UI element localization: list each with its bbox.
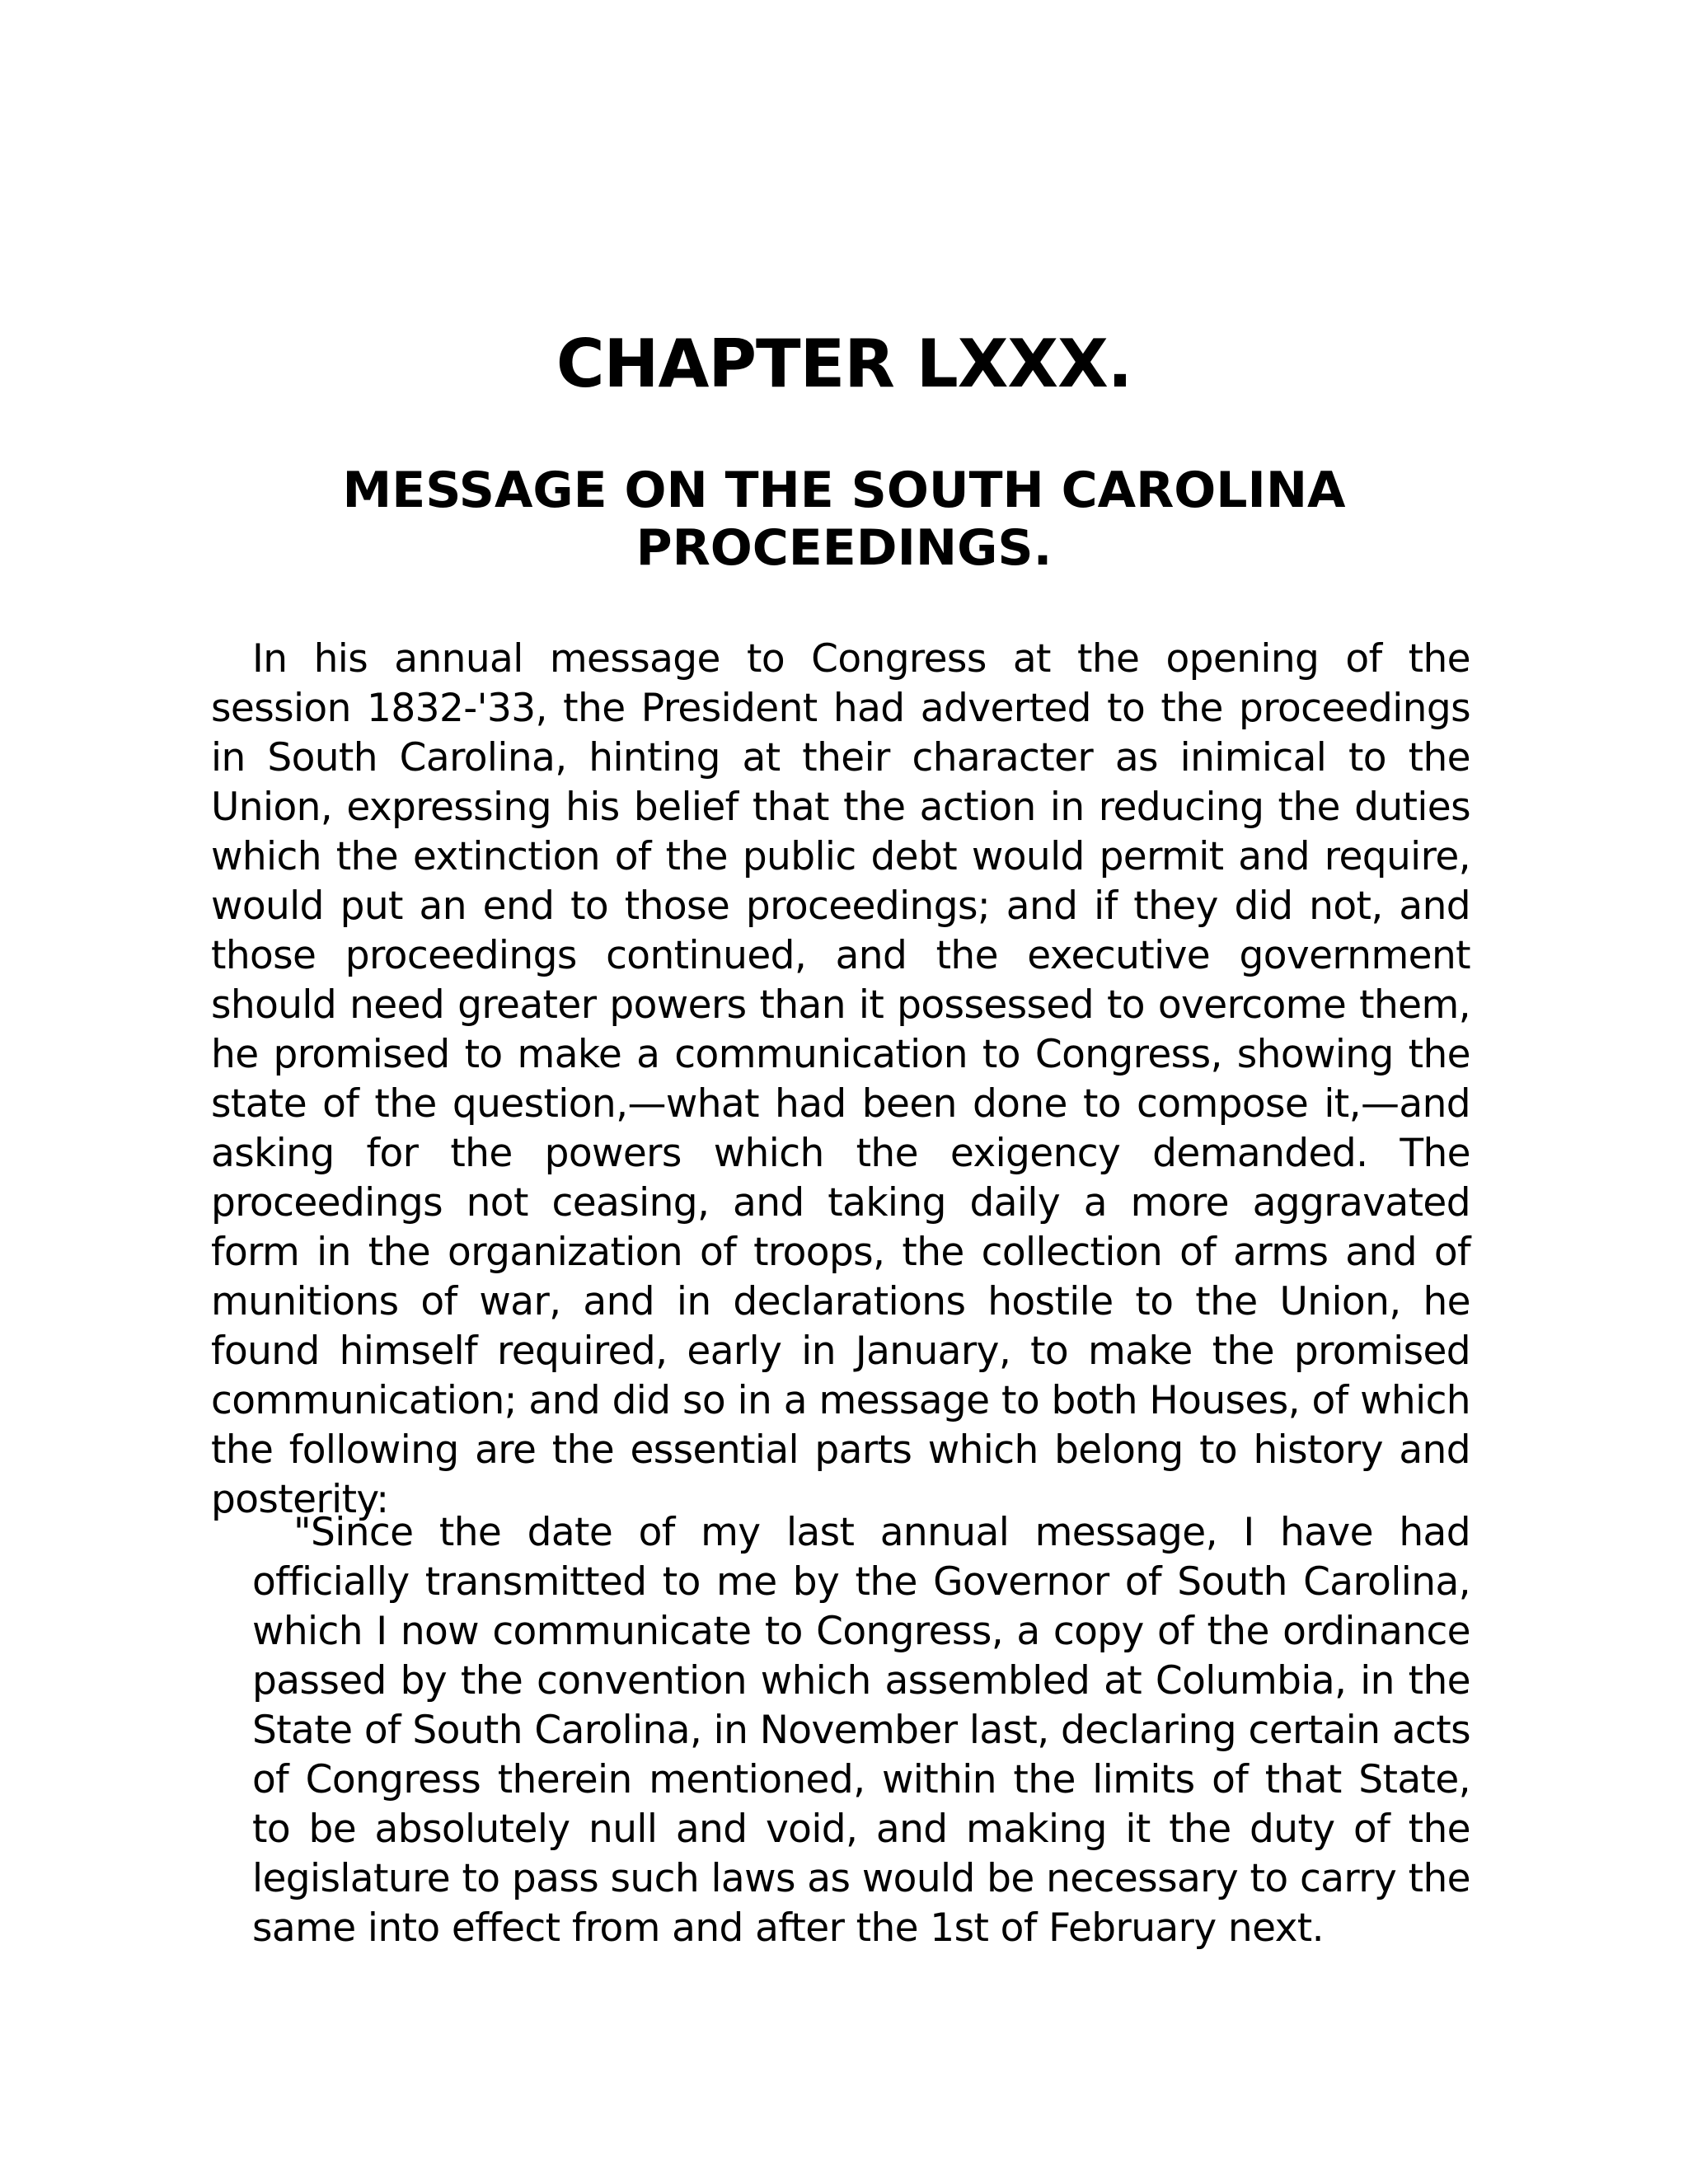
chapter-subtitle: MESSAGE ON THE SOUTH CAROLINA PROCEEDINGS. xyxy=(342,462,1346,577)
chapter-title: CHAPTER LXXX. xyxy=(556,326,1132,402)
quoted-message-paragraph: "Since the date of my last annual message, I have had officially transmitted to me by the Governor of South Carolina, which I now communicate to Congress, a copy of the ordinance passed by the convention which assembled at Columbia, in the State of South Carolina, in November last, declaring certain acts of Congress therein mentioned, within the limits of that State, to be absolutely null and void, and making it the duty of the legislature to pass such laws as would be necessary to carry the same into effect from and after the 1st of February next. xyxy=(252,1510,1470,1951)
body-paragraph: In his annual message to Congress at the opening of the session 1832-'33, the President had adverted to the proceedings in South Carolina, hinting at their character as inimical to the Union, expressing his belief that the action in reducing the duties which the extinction of the public debt would permit and require, would put an end to those proceedings; and if they did not, and those proceedings continued, and the executive government should need greater powers than it possessed to overcome them, he promised to make a communication to Congress, showing the state of the question,—what had been done to compose it,—and asking for the powers which the exigency demanded. The proceedings not ceasing, and taking daily a more aggravated form in the organization of troops, the collection of arms and of munitions of war, and in declarations hostile to the Union, he found himself required, early in January, to make the promised communication; and did so in a message to both Houses, of which the following are the essential parts which belong to history and posterity: xyxy=(211,636,1470,1522)
